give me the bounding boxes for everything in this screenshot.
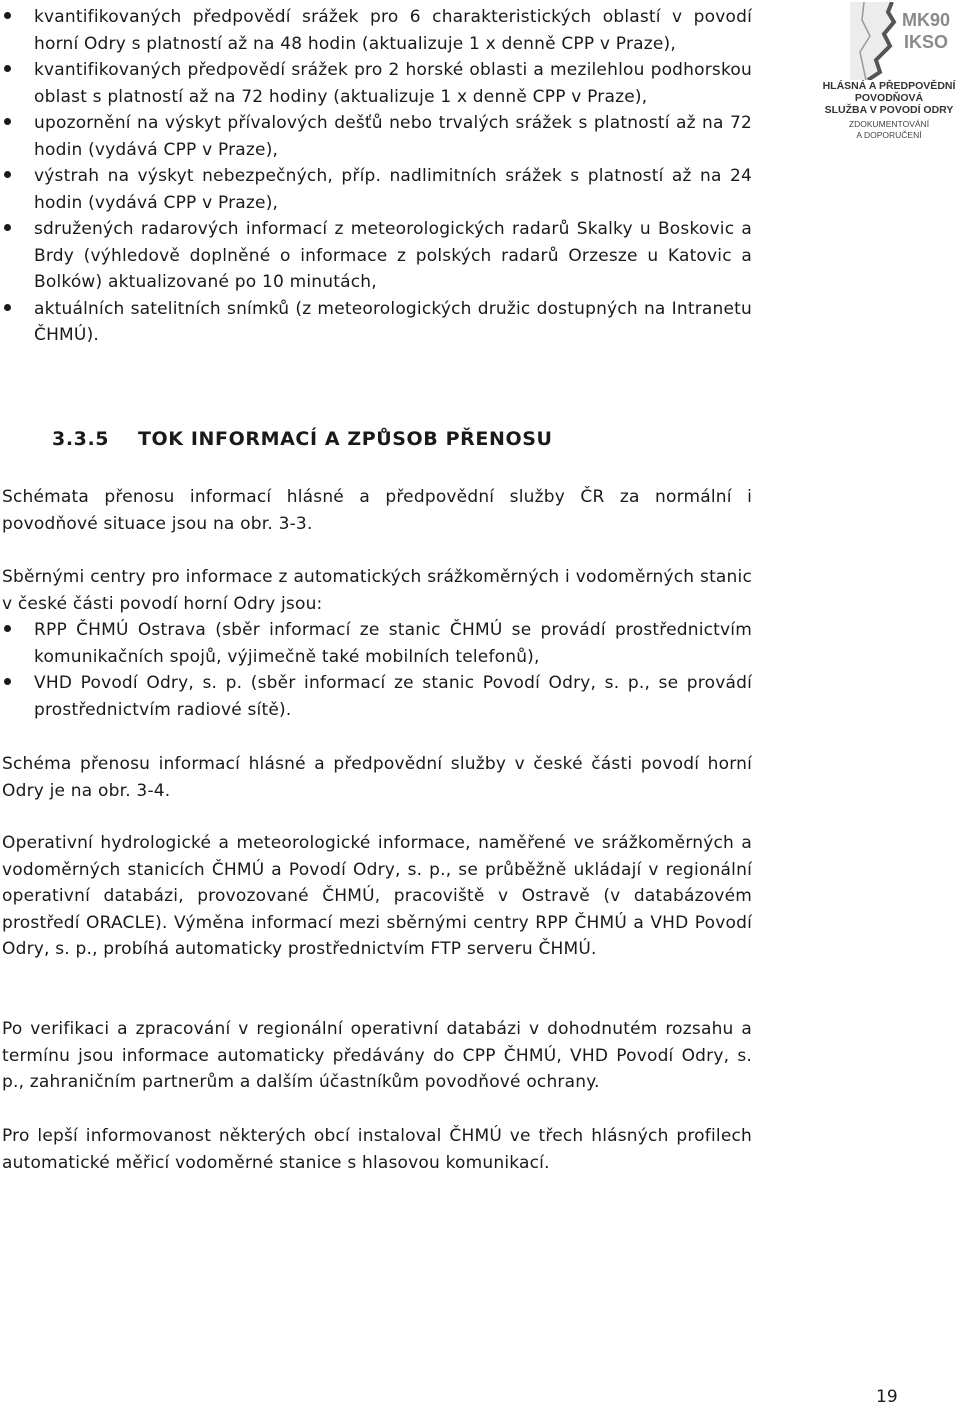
list-item: aktuálních satelitních snímků (z meteorologických družic dostupných na Intranetu ČHMÚ). — [2, 296, 752, 349]
paragraph — [2, 1016, 752, 1096]
paragraph-text: Pro lepší informovanost některých obcí instaloval ČHMÚ ve třech hlásných profilech automatické měřicí vodoměrné stanice s hlasovou komunikací. — [2, 1126, 752, 1173]
list-item: výstrah na výskyt nebezpečných, příp. nadlimitních srážek s platností až na 24 hodin (vydává CPP v Praze), — [2, 163, 752, 216]
paragraph-text: Schéma přenosu informací hlásné a předpovědní služby v české části povodí horní Odry je na obr. 3-4. — [2, 754, 752, 801]
paragraph — [2, 1123, 752, 1176]
logo-title-line2: POVODŇOVÁ — [854, 92, 924, 104]
paragraph-text: Sběrnými centry pro informace z automatických srážkoměrných i vodoměrných stanic v české části povodí horní Odry jsou: — [2, 567, 752, 614]
logo-subtitle-line2: A DOPORUČENÍ — [856, 129, 922, 140]
page-number: 19 — [876, 1387, 898, 1407]
collection-centres-list — [2, 617, 752, 723]
top-bullet-list-block — [2, 4, 752, 349]
logo-subtitle-line1: ZDOKUMENTOVÁNÍ — [848, 119, 930, 129]
list-item: VHD Povodí Odry, s. p. (sběr informací ze stanic Povodí Odry, s. p., se provádí prostřednictvím radiové sítě). — [2, 670, 752, 723]
logo-letters-bottom: IKSO — [904, 32, 949, 52]
paragraph-text: Operativní hydrologické a meteorologické informace, naměřené ve srážkoměrných a vodoměrných stanicích ČHMÚ a Povodí Odry, s. p., se průběžně ukládají v regionální operativní databázi, provozované ČHMÚ, pracoviště v Ostravě (v databázovém prostředí ORACLE). Výměna informací mezi sběrnými centry RPP ČHMÚ a VHD Povodí Odry, s. p., probíhá automaticky prostřednictvím FTP serveru ČHMÚ. — [2, 833, 752, 959]
list-item: kvantifikovaných předpovědí srážek pro 6 charakteristických oblastí v povodí horní Odry s platností až na 48 hodin (aktualizuje 1 x denně CPP v Praze), — [2, 4, 752, 57]
paragraph — [2, 830, 752, 963]
section-heading — [52, 428, 553, 450]
top-bullet-list — [2, 4, 752, 349]
logo-letters-top: MK90 — [902, 10, 950, 30]
logo-title-line3: SLUŽBA V POVODÍ ODRY — [824, 104, 954, 116]
paragraph-text: Po verifikaci a zpracování v regionální operativní databázi v dohodnutém rozsahu a termínu jsou informace automaticky předávány do CPP ČHMÚ, VHD Povodí Odry, s. p., zahraničním partnerům a dalším účastníkům povodňové ochrany. — [2, 1019, 752, 1092]
list-item: upozornění na výskyt přívalových dešťů nebo trvalých srážek s platností až na 72 hodin (vydává CPP v Praze), — [2, 110, 752, 163]
list-item: kvantifikovaných předpovědí srážek pro 2 horské oblasti a mezilehlou podhorskou oblast s platností až na 72 hodiny (aktualizuje 1 x denně CPP v Praze), — [2, 57, 752, 110]
paragraph-text: Schémata přenosu informací hlásné a předpovědní služby ČR za normální i povodňové situace jsou na obr. 3-3. — [2, 487, 752, 534]
paragraph — [2, 751, 752, 804]
river-map-logo-icon — [850, 2, 950, 80]
paragraph — [2, 484, 752, 537]
logo-title-line1: HLÁSNÁ A PŘEDPOVĚDNÍ — [822, 80, 956, 92]
section-number: 3.3.5 — [52, 428, 110, 450]
section-title: TOK INFORMACÍ A ZPŮSOB PŘENOSU — [138, 428, 553, 450]
list-item: RPP ČHMÚ Ostrava (sběr informací ze stanic ČHMÚ se provádí prostřednictvím komunikačních spojů, výjimečně také mobilních telefonů), — [2, 617, 752, 670]
paragraph — [2, 564, 752, 723]
list-item: sdružených radarových informací z meteorologických radarů Skalky u Boskovic a Brdy (výhledově doplněné o informace z polských radarů Orzesze u Katovic a Bolków) aktualizované po 10 minutách, — [2, 216, 752, 296]
header-logo — [820, 2, 958, 140]
